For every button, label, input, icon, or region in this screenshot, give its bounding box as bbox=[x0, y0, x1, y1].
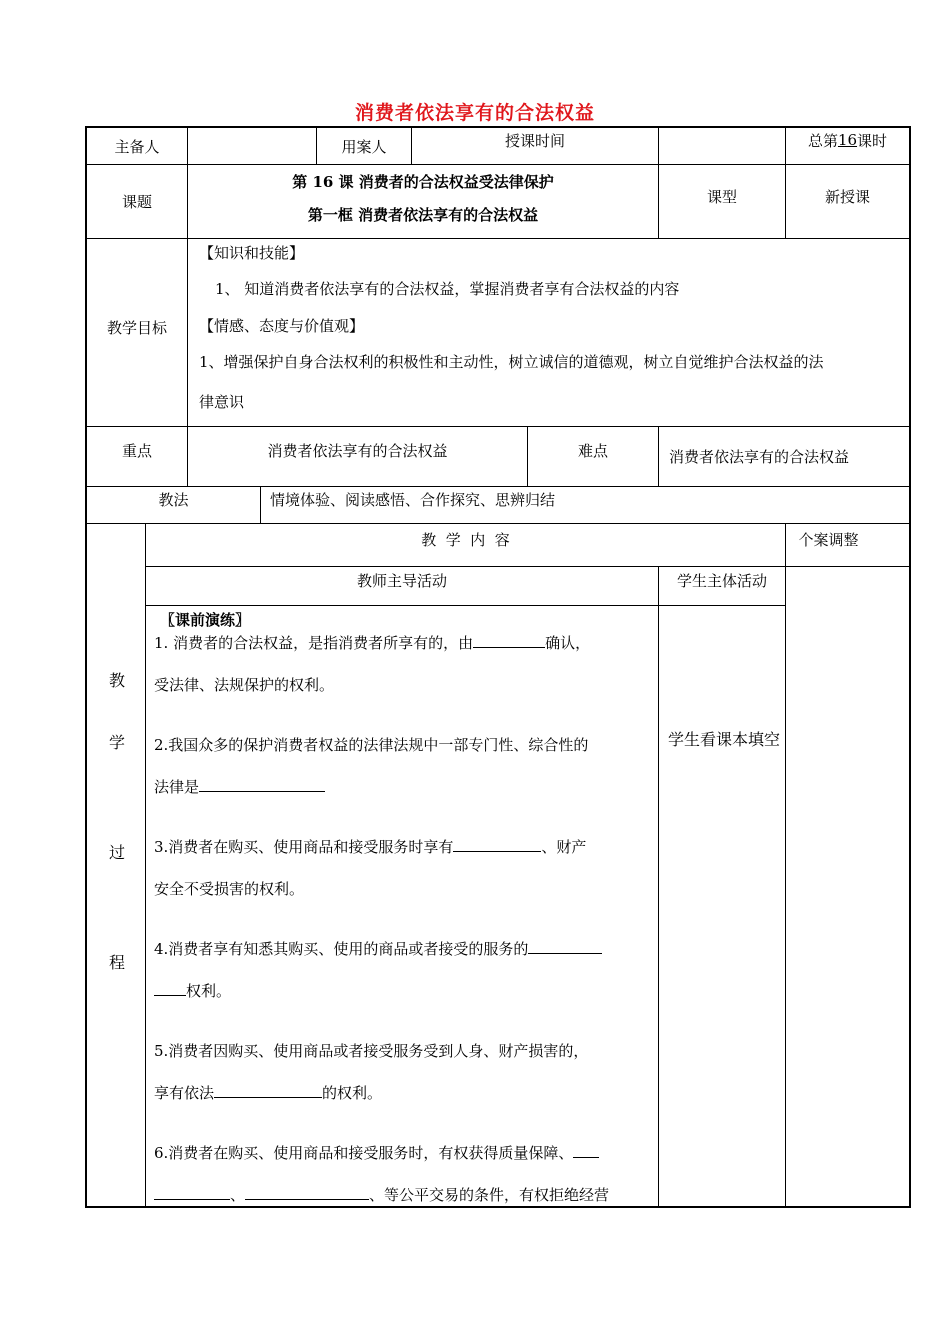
question-4: 4.消费者享有知悉其购买、使用的商品或者接受的服务的 权利。 bbox=[154, 928, 654, 1012]
total-prefix: 总第 bbox=[807, 131, 838, 150]
key-point-value: 消费者依法享有的合法权益 bbox=[267, 441, 448, 460]
col-line bbox=[145, 523, 146, 1207]
total-lesson-count bbox=[786, 128, 909, 152]
key-point-label: 重点 bbox=[121, 441, 152, 460]
question-1: 1. 消费者的合法权益，是指消费者所享有的，由 确认， 受法律、法规保护的权利。 bbox=[154, 634, 591, 694]
topic-section-line: 第一框 消费者依法享有的合法权益 bbox=[307, 205, 539, 224]
topic-label: 课题 bbox=[121, 193, 152, 211]
difficulty-value: 消费者依法享有的合法权益 bbox=[669, 447, 850, 466]
table-border-right bbox=[909, 126, 911, 1208]
type-value: 新授课 bbox=[824, 188, 870, 206]
process-label-char-3: 过 bbox=[108, 843, 125, 862]
method-value: 情境体验、阅读感悟、合作探究、思辨归结 bbox=[270, 490, 556, 509]
col-line bbox=[187, 238, 188, 426]
goals-heading-knowledge: 【知识和技能】 bbox=[199, 244, 305, 262]
total-number: 16 bbox=[837, 131, 858, 149]
document-title: 消费者依法享有的合法权益 bbox=[354, 102, 595, 124]
preparer-label: 主备人 bbox=[114, 137, 160, 156]
goals-item-attitude-line2: 律意识 bbox=[199, 393, 245, 411]
teacher-activity-header: 教师主导活动 bbox=[356, 571, 447, 590]
difficulty-label: 难点 bbox=[577, 441, 608, 460]
col-line bbox=[260, 486, 261, 523]
row-line bbox=[85, 238, 911, 239]
case-adjustment-header: 个案调整 bbox=[798, 530, 859, 549]
teaching-time-label: 授课时间 bbox=[504, 131, 565, 150]
process-label-char-2: 学 bbox=[108, 733, 125, 752]
student-activity-header: 学生主体活动 bbox=[676, 571, 767, 590]
preparer-value bbox=[188, 128, 316, 164]
total-suffix: 课时 bbox=[857, 131, 888, 150]
teaching-content-header: 教 学 内 容 bbox=[421, 530, 510, 549]
student-activity-text: 学生看课本填空 bbox=[668, 730, 781, 749]
col-line bbox=[658, 426, 659, 486]
question-2: 2.我国众多的保护消费者权益的法律法规中一部专门性、综合性的 法律是 bbox=[154, 736, 589, 796]
col-line bbox=[658, 566, 659, 1207]
method-label: 教法 bbox=[158, 490, 189, 509]
question-5: 5.消费者因购买、使用商品或者接受服务受到人身、财产损害的， 享有依法 的权利。 bbox=[154, 1042, 589, 1102]
row-line bbox=[145, 605, 785, 606]
col-line bbox=[785, 523, 786, 1207]
goals-heading-attitude: 【情感、态度与价值观】 bbox=[199, 317, 365, 335]
goals-label: 教学目标 bbox=[106, 318, 167, 337]
question-3: 3.消费者在购买、使用商品和接受服务时享有 、财产 安全不受损害的权利。 bbox=[154, 838, 587, 898]
goals-item-attitude-line1: 1、增强保护自身合法权利的积极性和主动性，树立诚信的道德观，树立自觉维护合法权益的法 bbox=[199, 353, 824, 371]
user-label: 用案人 bbox=[341, 137, 387, 156]
type-label: 课型 bbox=[706, 188, 737, 206]
question-6: 6.消费者在购买、使用商品和接受服务时，有权获得质量保障、 、 、等公平交易的条件，有权拒绝经营 bbox=[154, 1144, 610, 1204]
preview-heading: 〖课前演练〗 bbox=[160, 611, 251, 629]
process-label-char-4: 程 bbox=[108, 953, 125, 972]
topic-lesson-line: 第 16 课 消费者的合法权益受法律保护 bbox=[292, 172, 554, 191]
goals-item-knowledge: 1、 知道消费者依法享有的合法权益，掌握消费者享有合法权益的内容 bbox=[215, 280, 680, 298]
process-label-char-1: 教 bbox=[108, 671, 125, 690]
